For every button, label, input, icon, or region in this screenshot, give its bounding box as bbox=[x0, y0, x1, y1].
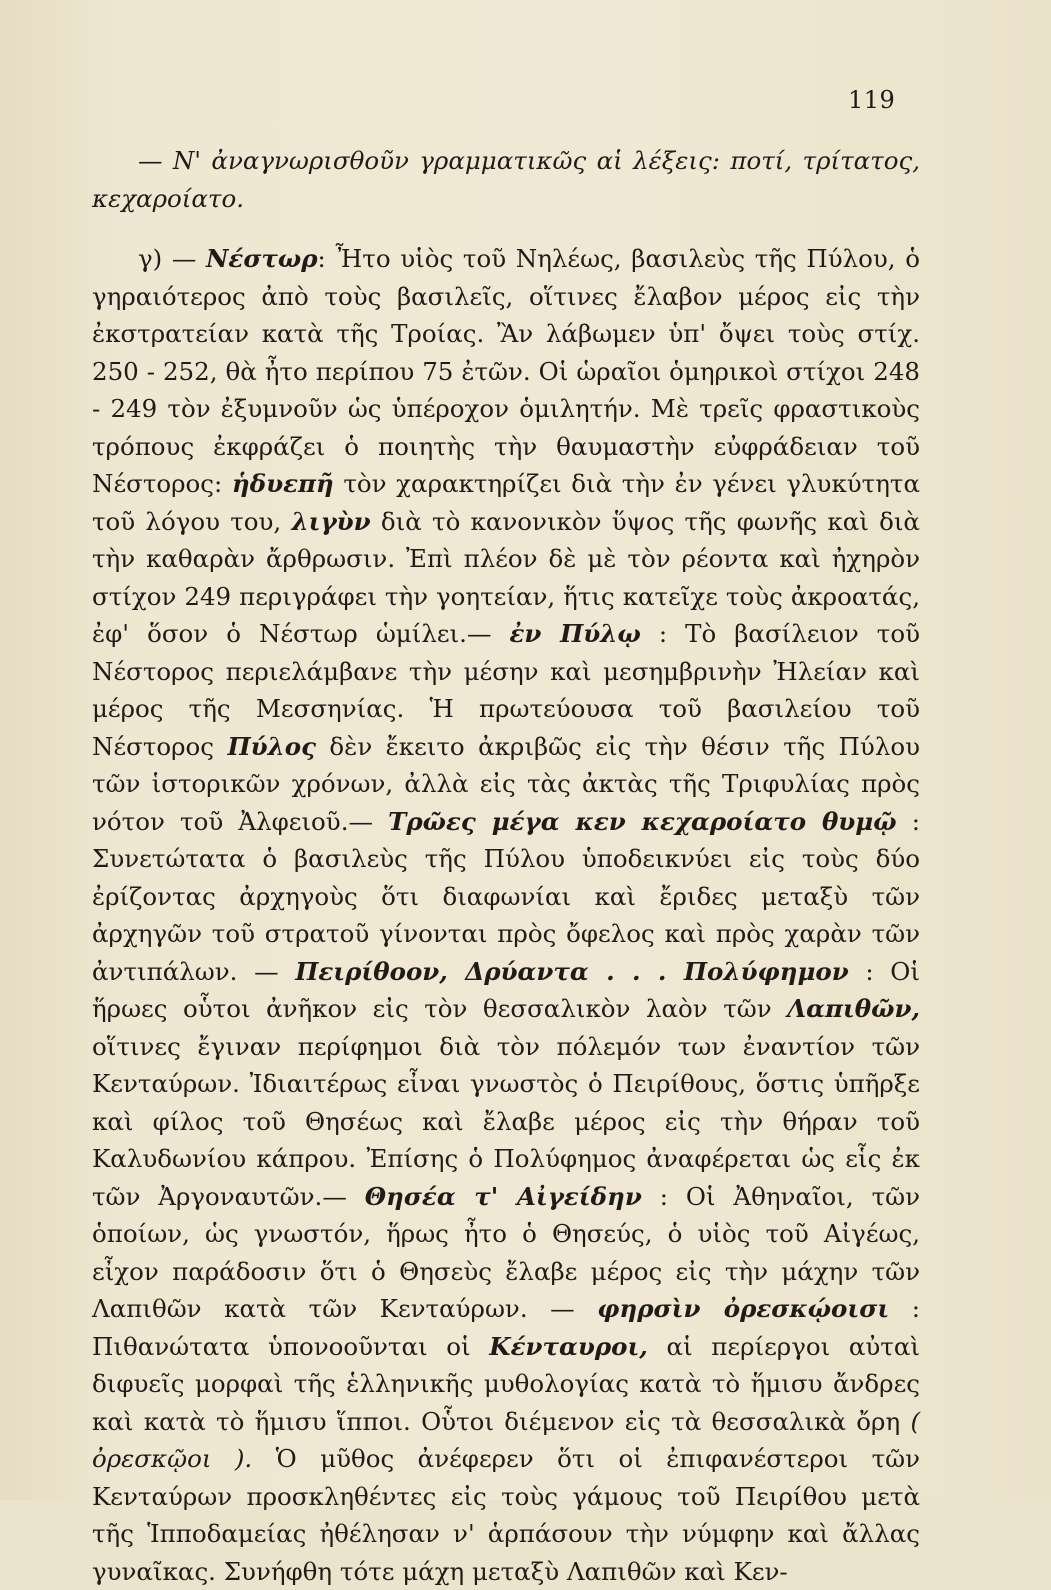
exercise-text: ἀναγνωρισθοῦν γραμματικῶς αἱ λέξεις: ποτί, τρίτατος, κεχαροίατο. bbox=[92, 146, 920, 213]
exercise-dash: — Ν' bbox=[138, 146, 212, 175]
page-number: 119 bbox=[848, 86, 896, 114]
term-thesea: Θησέα τ' Αἰγείδην bbox=[364, 1181, 642, 1211]
commentary-paragraph bbox=[92, 240, 920, 1590]
term-oreskooi: ( ὀρεσκῷοι ). bbox=[92, 1406, 920, 1473]
commentary-text: οἵτινες ἔγιναν περίφημοι διὰ τὸν πόλεμόν των ἐναντίον τῶν Κενταύρων. Ἰδιαιτέρως εἶναι γνωστὸς ὁ Πειρίθους, ὅστις ὑπῆρξε καὶ φίλος τοῦ Θησέως καὶ ἔλαβε μέρος εἰς τὴν θήραν τοῦ Καλυδωνίου κάπρου. Ἐπίσης ὁ Πολύφημος ἀναφέρεται ὡς εἷς ἐκ τῶν Ἀργοναυτῶν.— bbox=[92, 1031, 920, 1211]
commentary-text: : Οἱ Ἀθηναῖοι, τῶν ὁποίων, ὡς γνωστόν, ἥρως ἦτο ὁ Θησεύς, ὁ υἱὸς τοῦ Αἰγέως, εἶχον παράδοσιν ὅτι ὁ Θησεὺς ἔλαβε μέρος εἰς τὴν μάχην τῶν Λαπιθῶν κατὰ τῶν Κενταύρων. — bbox=[92, 1181, 920, 1323]
exercise-paragraph bbox=[92, 142, 920, 217]
commentary-text: τὸν χαρακτηρίζει διὰ τὴν ἐν γένει γλυκύτητα τοῦ λόγου του, bbox=[92, 469, 920, 536]
term-ligyn: λιγὺν bbox=[291, 506, 371, 536]
term-peirithoon: Πειρίθοον, Δρύαντα . . . Πολύφημον bbox=[295, 956, 849, 986]
term-troes: Τρῶες μέγα κεν κεχαροίατο θυμῷ bbox=[388, 806, 897, 836]
term-pylos: Πύλος bbox=[227, 731, 317, 761]
commentary-text: : Οἱ ἥρωες οὗτοι ἀνῆκον εἰς τὸν θεσσαλικὸν λαὸν τῶν bbox=[92, 956, 920, 1023]
commentary-text: : Πιθανώτατα ὑπονοοῦνται οἱ bbox=[92, 1294, 920, 1361]
commentary-text: δὲν ἔκειτο ἀκριβῶς εἰς τὴν θέσιν τῆς Πύλου τῶν ἱστορικῶν χρόνων, ἀλλὰ εἰς τὰς ἀκτὰς τῆς Τριφυλίας πρὸς νότον τοῦ Ἀλφειοῦ.— bbox=[92, 731, 920, 836]
commentary-text: Ὁ μῦθος ἀνέφερεν ὅτι οἱ ἐπιφανέστεροι τῶν Κενταύρων προσκληθέντες εἰς τοὺς γάμους τοῦ Πειρίθου μετὰ τῆς Ἱπποδαμείας ἠθέλησαν ν' ἁρπάσουν τὴν νύμφην καὶ ἄλλας γυναῖκας. Συνήφθη τότε μάχη μεταξὺ Λαπιθῶν καὶ Κεν- bbox=[92, 1444, 921, 1586]
commentary-text: : Συνετώτατα ὁ βασιλεὺς τῆς Πύλου ὑποδεικνύει εἰς τοὺς δύο ἐρίζοντας ἀρχηγοὺς ὅτι διαφωνίαι καὶ ἔριδες μεταξὺ τῶν ἀρχηγῶν τοῦ στρατοῦ γίνονται πρὸς ὄφελος καὶ πρὸς χαρὰν τῶν ἀντιπάλων. — bbox=[92, 806, 921, 986]
section-label: γ) — bbox=[138, 244, 207, 273]
commentary-text: διὰ τὸ κανονικὸν ὕψος τῆς φωνῆς καὶ διὰ τὴν καθαρὰν ἄρθρωσιν. Ἐπὶ πλέον δὲ μὲ τὸν ρέοντα καὶ ἠχηρὸν στίχον 249 περιγράφει τὴν γοητείαν, ἥτις κατεῖχε τοὺς ἀκροατάς, ἐφ' ὅσον ὁ Νέστωρ ὡμίλει.— bbox=[92, 506, 920, 648]
term-en-pylo: ἐν Πύλῳ bbox=[509, 619, 641, 648]
commentary-text: αἱ περίεργοι αὐταὶ διφυεῖς μορφαὶ τῆς ἑλληνικῆς μυθολογίας κατὰ τὸ ἥμισυ ἄνδρες καὶ κατὰ τὸ ἥμισυ ἵπποι. Οὗτοι διέμενον εἰς τὰ θεσσαλικὰ ὄρη bbox=[92, 1331, 920, 1436]
term-hedyepe: ἡδυεπῆ bbox=[231, 469, 334, 498]
term-nestor: Νέστωρ bbox=[206, 244, 318, 273]
term-lapithon: Λαπιθῶν, bbox=[787, 994, 920, 1023]
term-kentauroi: Κένταυροι, bbox=[489, 1331, 648, 1361]
page-body bbox=[92, 142, 920, 1590]
commentary-text: : Τὸ βασίλειον τοῦ Νέστορος περιελάμβανε τὴν μέσην καὶ μεσημβρινὴν Ἠλείαν καὶ μέρος τῆς Μεσσηνίας. Ἡ πρωτεύουσα τοῦ βασιλείου τοῦ Νέστορος bbox=[92, 619, 920, 761]
term-phersin: φηρσὶν ὀρεσκῴοισι bbox=[597, 1294, 890, 1323]
commentary-text: : Ἦτο υἱὸς τοῦ Νηλέως, βασιλεὺς τῆς Πύλου, ὁ γηραιότερος ἀπὸ τοὺς βασιλεῖς, οἵτινες ἔλαβον μέρος εἰς τὴν ἐκστρατείαν κατὰ τῆς Τροίας. Ἂν λάβωμεν ὑπ' ὄψει τοὺς στίχ. 250 - 252, θὰ ἦτο περίπου 75 ἐτῶν. Οἱ ὡραῖοι ὁμηρικοὶ στίχοι 248 - 249 τὸν ἐξυμνοῦν ὡς ὑπέροχον ὁμιλητήν. Μὲ τρεῖς φραστικοὺς τρόπους ἐκφράζει ὁ ποιητὴς τὴν θαυμαστὴν εὐφράδειαν τοῦ Νέστορος: bbox=[92, 244, 921, 498]
